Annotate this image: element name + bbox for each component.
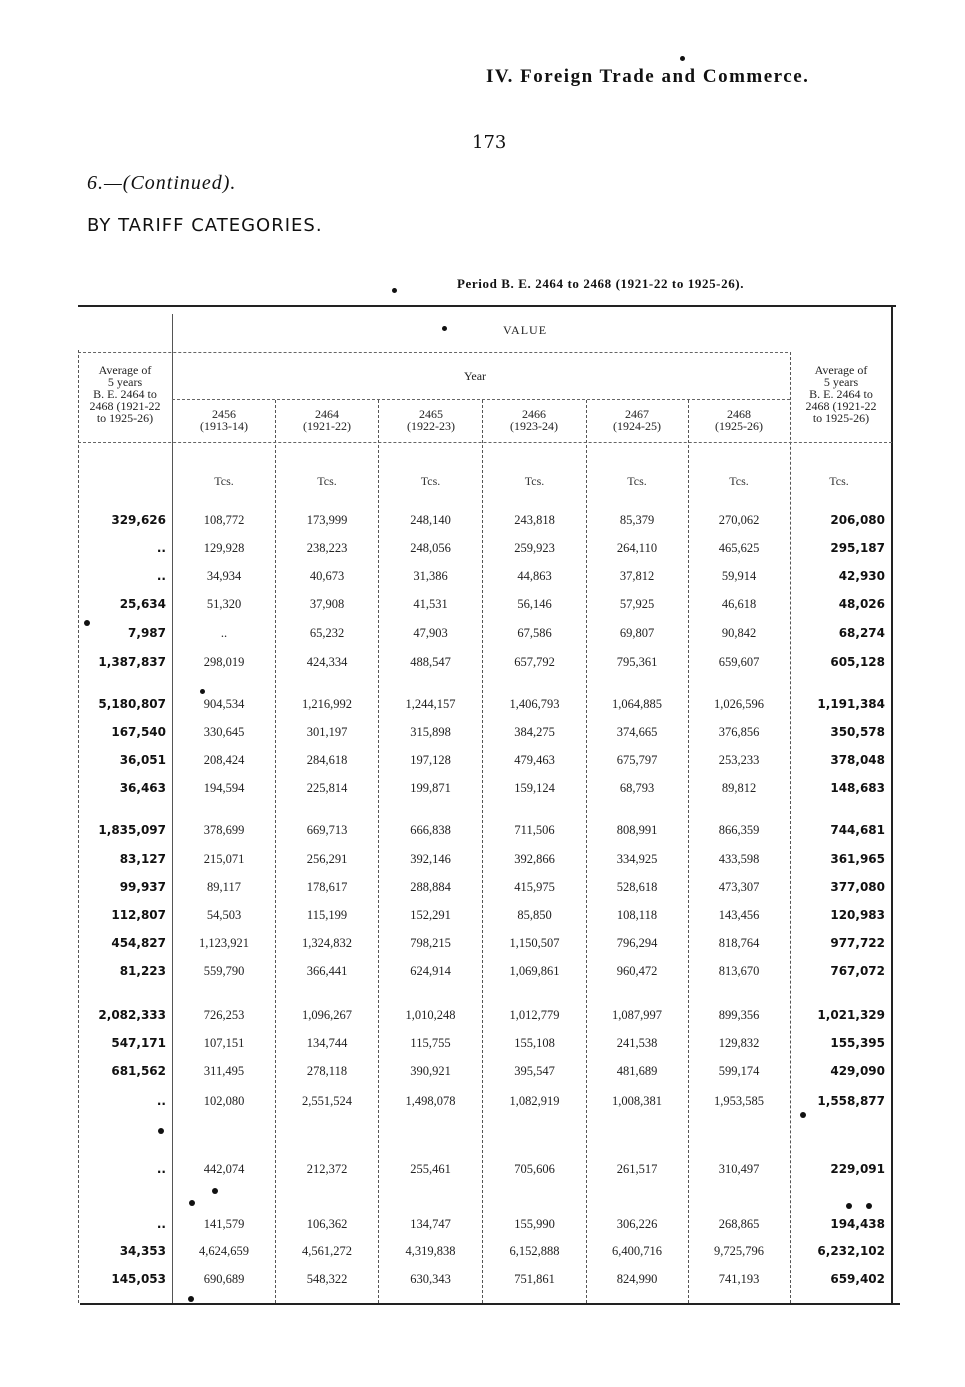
year-value-cell: 54,503 [206,908,242,922]
year-value-cell: 41,531 [413,597,448,611]
year-value-cell: 479,463 [514,753,555,767]
year-value-cell: 1,064,885 [612,697,662,711]
unit-label: Tcs. [627,474,647,488]
year-value-cell: 107,151 [203,1036,245,1050]
year-value-cell: 904,534 [203,697,245,711]
year-value-cell: 1,082,919 [509,1094,560,1108]
table-left-border [78,350,79,1303]
year-value-cell: 194,594 [203,781,245,795]
avg-header-left [79,364,171,424]
year-value-cell: 69,807 [619,626,655,640]
year-value-cell: 89,117 [207,880,241,894]
year-value-cell: 264,110 [616,541,658,555]
continued-text: 6.—(Continued). [87,172,237,194]
avg-right-cell: 194,438 [830,1217,885,1231]
avg-left-cell: 36,463 [119,781,166,795]
year-value-cell: 376,856 [718,725,760,739]
year-value-cell: 67,586 [517,626,552,640]
year-value-cell: 37,908 [309,597,345,611]
year-value-cell: 46,618 [721,597,757,611]
year-value-cell: 256,291 [306,852,348,866]
scan-speck [84,620,90,626]
year-value-cell: 1,010,248 [405,1008,456,1022]
year-value-cell: 261,517 [616,1162,658,1176]
year-value-cell: 675,797 [616,753,658,767]
year-value-cell: 433,598 [718,852,760,866]
section-continued [87,172,236,195]
year-value-cell: 442,074 [203,1162,245,1176]
year-value-cell: 824,990 [616,1272,658,1286]
avg-left-cell: 145,053 [111,1272,166,1286]
year-value-cell: 311,495 [203,1064,245,1078]
year-value-cell: 270,062 [718,513,760,527]
avg-right-cell: 1,021,329 [817,1008,885,1022]
year-value-cell: 866,359 [718,823,760,837]
year-value-cell: 155,108 [514,1036,555,1050]
page-number: 173 [472,132,507,153]
year-value-cell: 298,019 [203,655,245,669]
year-value-cell: 278,118 [306,1064,348,1078]
avg-left-cell: 5,180,807 [98,697,166,711]
table-bottom-rule [80,1303,900,1305]
year-header [279,408,375,432]
year-value-cell: 599,174 [718,1064,760,1078]
year-value-cell: 1,026,596 [714,697,764,711]
year-value-cell: 630,343 [410,1272,451,1286]
year-value-cell: 726,253 [203,1008,245,1022]
year-header [383,408,479,432]
col-divider [172,314,173,1303]
avg-header-right [792,364,890,424]
col-divider [378,400,379,1303]
year-value-cell: 669,713 [306,823,348,837]
year-value-cell: 208,424 [203,753,245,767]
avg-left-cell: 34,353 [119,1244,166,1258]
year-value-cell: 705,606 [514,1162,555,1176]
year-value-cell: 808,991 [616,823,658,837]
col-divider [688,400,689,1303]
year-value-cell: 374,665 [616,725,658,739]
year-label: Year [463,369,487,383]
avg-left-cell: 25,634 [119,597,166,611]
year-value-cell: 34,934 [206,569,242,583]
avg-right-cell: 350,578 [830,725,885,739]
year-value-cell: 57,925 [619,597,655,611]
year-value-cell: .. [220,626,228,640]
avg-header-line: 2468 (1921-22 [805,399,877,413]
scan-speck [442,326,447,331]
scan-speck [200,689,205,694]
year-value-cell: 199,871 [410,781,451,795]
year-value-cell: 813,670 [718,964,760,978]
year-value-cell: 548,322 [306,1272,348,1286]
avg-left-cell: 167,540 [111,725,166,739]
col-divider [275,400,276,1303]
year-value-cell: 741,193 [718,1272,760,1286]
avg-right-cell: 295,187 [830,541,885,555]
category-title: BY TARIFF CATEGORIES. [87,215,323,236]
year-value-cell: 330,645 [203,725,245,739]
avg-left-cell: 81,223 [119,964,166,978]
scan-speck [866,1203,872,1209]
year-value-cell: 1,123,921 [199,936,249,950]
year-ce: (1921-22) [303,419,351,433]
year-value-cell: 384,275 [514,725,555,739]
year-value-cell: 40,673 [309,569,345,583]
year-be: 2466 [522,407,546,421]
year-ce: (1923-24) [510,419,558,433]
avg-right-cell: 206,080 [830,513,885,527]
year-value-cell: 1,244,157 [405,697,456,711]
year-value-cell: 85,850 [517,908,552,922]
year-value-cell: 6,400,716 [612,1244,662,1258]
avg-left-cell: 1,835,097 [98,823,166,837]
year-value-cell: 44,863 [517,569,552,583]
avg-left-cell: .. [156,569,166,583]
avg-left-cell: .. [156,1217,166,1231]
year-value-cell: 238,223 [306,541,348,555]
year-be: 2465 [419,407,443,421]
year-value-cell: 315,898 [410,725,451,739]
year-value-cell: 1,087,997 [612,1008,662,1022]
scan-speck [680,56,685,61]
year-value-cell: 31,386 [413,569,448,583]
year-value-cell: 106,362 [306,1217,348,1231]
year-ce: (1924-25) [613,419,661,433]
year-value-cell: 1,406,793 [509,697,560,711]
year-value-cell: 1,069,861 [509,964,560,978]
year-value-cell: 334,925 [616,852,658,866]
year-header [691,408,787,432]
year-value-cell: 528,618 [616,880,658,894]
avg-right-cell: 1,191,384 [817,697,885,711]
year-value-cell: 212,372 [306,1162,348,1176]
year-ce: (1913-14) [200,419,248,433]
col-divider [790,352,791,1303]
year-value-cell: 301,197 [306,725,348,739]
year-value-cell: 366,441 [306,964,348,978]
avg-header-line: B. E. 2464 to [93,387,157,401]
header-rule [78,442,892,443]
year-be: 2468 [727,407,751,421]
year-value-cell: 241,538 [616,1036,658,1050]
year-value-cell: 284,618 [306,753,348,767]
avg-right-cell: 659,402 [830,1272,885,1286]
table-right-border [891,307,893,1303]
year-value-cell: 465,625 [718,541,760,555]
col-divider [586,400,587,1303]
year-header [176,408,272,432]
year-value-cell: 818,764 [718,936,760,950]
avg-right-cell: 229,091 [830,1162,885,1176]
avg-left-cell: .. [156,541,166,555]
avg-right-cell: 977,722 [830,936,885,950]
avg-left-cell: 99,937 [119,880,166,894]
avg-left-cell: 1,387,837 [98,655,166,669]
year-value-cell: 134,744 [306,1036,348,1050]
unit-label: Tcs. [729,474,749,488]
avg-left-cell: .. [156,1094,166,1108]
year-value-cell: 248,056 [410,541,451,555]
year-value-cell: 4,624,659 [199,1244,249,1258]
avg-header-line: Average of [98,363,152,377]
year-value-cell: 129,832 [718,1036,760,1050]
year-value-cell: 255,461 [410,1162,451,1176]
year-value-cell: 47,903 [413,626,448,640]
avg-header-line: to 1925-26) [96,411,154,425]
year-value-cell: 268,865 [718,1217,760,1231]
avg-left-cell: 112,807 [111,908,166,922]
avg-left-cell: 329,626 [111,513,166,527]
year-value-cell: 1,498,078 [405,1094,456,1108]
year-value-cell: 306,226 [616,1217,658,1231]
year-value-cell: 798,215 [410,936,451,950]
year-value-cell: 390,921 [410,1064,451,1078]
year-value-cell: 657,792 [514,655,555,669]
avg-left-cell: .. [156,1162,166,1176]
year-value-cell: 310,497 [718,1162,760,1176]
scan-speck [846,1203,852,1209]
year-value-cell: 1,150,507 [509,936,560,950]
avg-header-line: 5 years [107,375,143,389]
unit-label: Tcs. [420,474,441,488]
year-value-cell: 690,689 [203,1272,245,1286]
year-value-cell: 666,838 [410,823,451,837]
year-value-cell: 37,812 [619,569,655,583]
year-value-cell: 624,914 [410,964,451,978]
year-value-cell: 68,793 [619,781,655,795]
avg-header-line: B. E. 2464 to [809,387,873,401]
year-value-cell: 243,818 [514,513,555,527]
year-value-cell: 392,866 [514,852,555,866]
year-value-cell: 90,842 [721,626,757,640]
avg-right-cell: 378,048 [830,753,885,767]
scan-speck [189,1200,195,1206]
year-value-cell: 481,689 [616,1064,658,1078]
year-value-cell: 9,725,796 [714,1244,764,1258]
year-value-cell: 4,561,272 [302,1244,352,1258]
year-value-cell: 56,146 [517,597,552,611]
avg-left-cell: 547,171 [111,1036,166,1050]
year-value-cell: 141,579 [203,1217,245,1231]
year-value-cell: 378,699 [203,823,245,837]
year-value-cell: 115,755 [410,1036,451,1050]
year-value-cell: 795,361 [616,655,658,669]
running-head: IV. Foreign Trade and Commerce. [486,66,810,87]
year-value-cell: 159,124 [514,781,555,795]
avg-header-line: 5 years [823,375,859,389]
year-value-cell: 178,617 [306,880,348,894]
year-header [486,408,582,432]
year-value-cell: 488,547 [410,655,451,669]
avg-right-cell: 377,080 [830,880,885,894]
unit-label: Tcs. [214,474,234,488]
avg-right-cell: 155,395 [830,1036,885,1050]
avg-left-cell: 36,051 [119,753,166,767]
scan-speck [212,1188,218,1194]
year-be: 2464 [315,407,339,421]
year-value-cell: 259,923 [514,541,555,555]
avg-header-line: Average of [814,363,868,377]
year-value-cell: 473,307 [718,880,760,894]
year-value-cell: 4,319,838 [405,1244,456,1258]
year-value-cell: 108,772 [203,513,245,527]
year-value-cell: 415,975 [514,880,555,894]
avg-right-cell: 767,072 [830,964,885,978]
period-caption: Period B. E. 2464 to 2468 (1921-22 to 1925-26). [457,276,745,291]
unit-label: Tcs. [829,474,849,488]
year-value-cell: 1,096,267 [302,1008,352,1022]
year-value-cell: 1,216,992 [302,697,352,711]
year-value-cell: 288,884 [410,880,451,894]
avg-right-cell: 148,683 [830,781,885,795]
year-value-cell: 108,118 [616,908,658,922]
unit-label: Tcs. [524,474,545,488]
table-top-rule [78,305,896,307]
year-value-cell: 59,914 [721,569,757,583]
year-value-cell: 215,071 [203,852,245,866]
scan-speck [158,1128,164,1134]
year-be: 2467 [625,407,649,421]
year-value-cell: 1,012,779 [509,1008,560,1022]
year-value-cell: 197,128 [410,753,451,767]
year-value-cell: 115,199 [306,908,348,922]
avg-right-cell: 1,558,877 [817,1094,885,1108]
avg-left-cell: 83,127 [119,852,166,866]
avg-right-cell: 361,965 [830,852,885,866]
scan-speck [188,1296,194,1302]
header-rule [78,352,788,353]
value-label: VALUE [502,323,548,337]
avg-left-cell: 681,562 [111,1064,166,1078]
year-value-cell: 559,790 [203,964,245,978]
year-value-cell: 248,140 [410,513,451,527]
year-be: 2456 [212,407,236,421]
year-value-cell: 89,812 [721,781,757,795]
avg-right-cell: 120,983 [830,908,885,922]
year-value-cell: 711,506 [514,823,555,837]
year-ce: (1922-23) [407,419,455,433]
year-value-cell: 225,814 [306,781,348,795]
year-value-cell: 155,990 [514,1217,555,1231]
avg-header-line: 2468 (1921-22 [89,399,161,413]
avg-right-cell: 605,128 [830,655,885,669]
year-value-cell: 2,551,524 [302,1094,352,1108]
year-value-cell: 796,294 [616,936,658,950]
avg-right-cell: 6,232,102 [817,1244,885,1258]
avg-right-cell: 68,274 [838,626,885,640]
avg-right-cell: 744,681 [830,823,885,837]
year-value-cell: 6,152,888 [509,1244,560,1258]
avg-right-cell: 429,090 [830,1064,885,1078]
year-value-cell: 129,928 [203,541,245,555]
unit-label: Tcs. [317,474,337,488]
avg-right-cell: 48,026 [838,597,885,611]
scan-speck [800,1112,806,1118]
year-value-cell: 152,291 [410,908,451,922]
year-value-cell: 1,324,832 [302,936,352,950]
year-value-cell: 102,080 [203,1094,245,1108]
year-value-cell: 424,334 [306,655,348,669]
year-value-cell: 395,547 [514,1064,555,1078]
year-value-cell: 173,999 [306,513,348,527]
year-value-cell: 659,607 [718,655,760,669]
year-value-cell: 134,747 [410,1217,451,1231]
year-value-cell: 392,146 [410,852,451,866]
avg-left-cell: 7,987 [128,626,166,640]
year-value-cell: 1,008,381 [612,1094,662,1108]
year-value-cell: 1,953,585 [714,1094,764,1108]
year-value-cell: 85,379 [619,513,655,527]
year-value-cell: 51,320 [206,597,242,611]
avg-right-cell: 42,930 [838,569,885,583]
year-value-cell: 751,861 [514,1272,555,1286]
year-header [589,408,685,432]
year-value-cell: 143,456 [718,908,760,922]
year-value-cell: 899,356 [718,1008,760,1022]
avg-left-cell: 2,082,333 [98,1008,166,1022]
year-value-cell: 960,472 [616,964,658,978]
col-divider [482,400,483,1303]
header-rule [172,399,790,400]
year-value-cell: 65,232 [309,626,345,640]
year-value-cell: 253,233 [718,753,760,767]
avg-header-line: to 1925-26) [812,411,870,425]
year-ce: (1925-26) [715,419,763,433]
scan-speck [392,288,397,293]
avg-left-cell: 454,827 [111,936,166,950]
